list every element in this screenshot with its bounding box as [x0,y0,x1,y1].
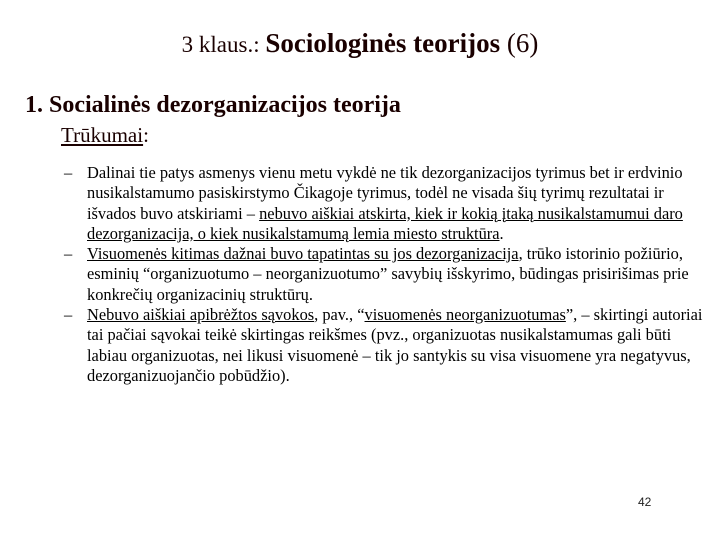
bullet-underlined-text: nebuvo aiškiai atskirta, kiek ir kokią įtaką nusikalstamumui daro dezorganizacija, o kiek nusikalstamumą lemia miesto struktūra [87,203,683,243]
bullet-item-2 [61,244,711,305]
title-suffix: (6) [500,28,539,58]
bullet-text: , pav., “ [314,305,365,325]
bullet-underlined-text: Visuomenės kitimas dažnai buvo tapatintas su jos dezorganizacija [87,244,519,264]
bullet-list [61,163,711,386]
title-prefix: 3 klaus.: [181,32,266,57]
bullet-text: Dalinai tie patys asmenys vienu metu vykdė ne tik dezorganizacijos tyrimus bet ir erdvinio nusikalstamumo pasiskirstymo Čikagoje tyrimus, todėl ne visada šių tyrimų rezultatai ir išvados buvo atskiriami – [87,163,683,223]
bullet-text-end: . [499,223,504,243]
bullet-dash: – [64,163,73,182]
subheading [61,123,149,148]
section-heading: 1. Socialinės dezorganizacijos teorija [25,92,401,118]
page-number: 42 [638,495,652,509]
bullet-item-3 [61,305,711,386]
bullet-text-end: ”, – skirtingi autoriai tai pačiai sąvokai teikė skirtingas reikšmes (pvz., organizuotas nusikalstamumas gali būti labiau organizuotas, nei likusi visuomenė – tik jo santykis su visa visuomene yra negatyvus, dezorganizuojančio pobūdžio). [87,305,703,385]
subheading-label: Trūkumai [61,123,144,147]
bullet-item-1 [61,163,711,244]
bullet-underlined-text: Nebuvo aiškiai apibrėžtos sąvokos [87,305,315,325]
subheading-colon: : [143,123,149,147]
slide-title [0,28,720,59]
bullet-text: , trūko istorinio požiūrio, esminių “organizuotumo – neorganizuotumo” savybių išskyrimo, būdingas prisirišimas prie konkrečių organizacinių struktūrų. [87,244,689,304]
title-main: Sociologinės teorijos [265,28,501,58]
bullet-dash: – [64,305,73,325]
bullet-dash: – [64,244,73,264]
bullet-underlined-text-2: visuomenės neorganizuotumas [364,305,566,325]
